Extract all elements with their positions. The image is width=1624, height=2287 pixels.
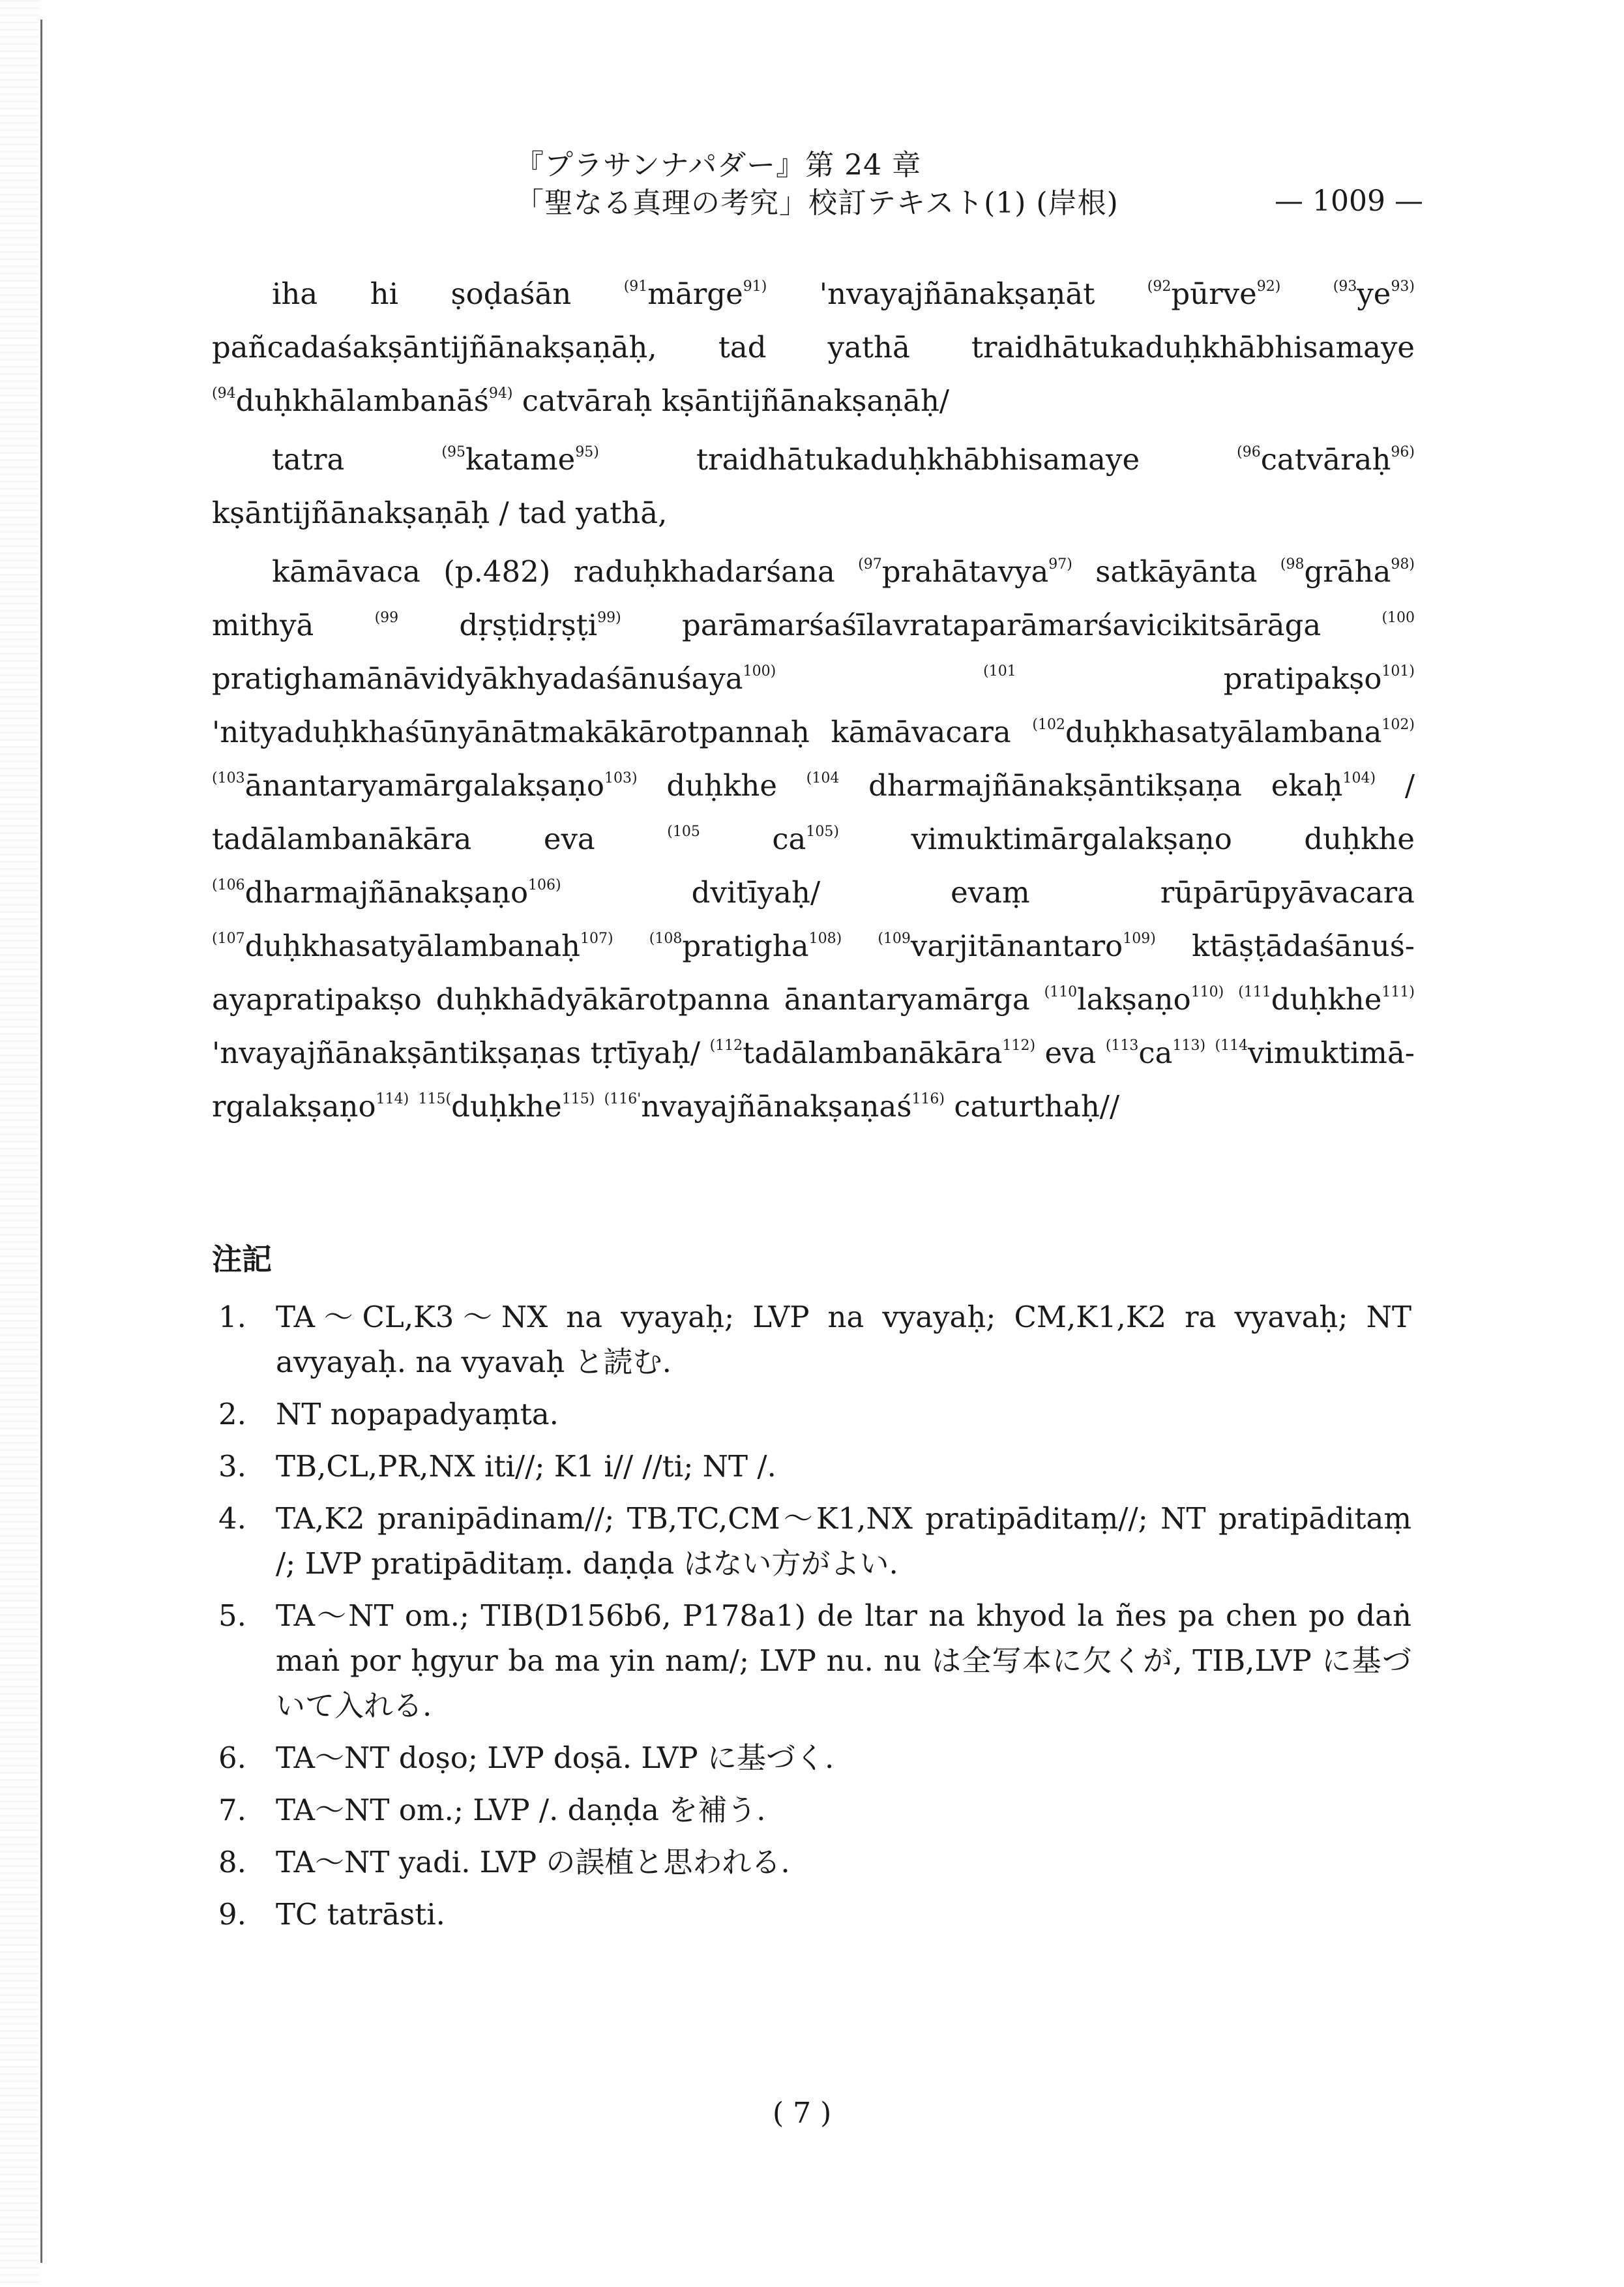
note-marker: (96 xyxy=(1237,444,1261,460)
note-marker: (103 xyxy=(212,770,245,786)
note-marker: 104) xyxy=(1342,770,1376,786)
text-run: grāha xyxy=(1304,554,1391,589)
note-marker: 91) xyxy=(743,278,767,295)
text-run: duḥkhasatyālambanaḥ xyxy=(244,929,581,963)
text-run: pratighamānāvidyākhyadaśānuśaya xyxy=(212,661,743,696)
note-item xyxy=(212,1444,1411,1489)
text-run: kāmāvaca (p.482) raduḥkhadarśana xyxy=(272,554,859,589)
note-marker: (99 xyxy=(374,610,399,626)
text-run: duḥkhe xyxy=(637,768,806,803)
text-paragraph xyxy=(212,545,1415,1133)
note-marker: 113) xyxy=(1172,1038,1206,1054)
note-marker: 115( xyxy=(418,1091,452,1107)
note-marker: (111 xyxy=(1238,984,1271,1000)
note-marker: (92 xyxy=(1147,278,1172,295)
text-run: mithyā xyxy=(212,608,375,642)
note-number: 5. xyxy=(218,1598,246,1633)
text-run: traidhātukaduḥkhābhisamaye xyxy=(598,442,1237,477)
text-run: duḥkhe xyxy=(1271,982,1382,1017)
note-marker: (97 xyxy=(858,556,882,573)
text-run xyxy=(595,1089,604,1124)
text-run xyxy=(1224,982,1238,1017)
text-run: parāmarśaśīlavrataparāmarśavicikitsārāga xyxy=(621,608,1382,642)
text-run: prahātavya xyxy=(881,554,1049,589)
note-marker: (102 xyxy=(1032,717,1065,733)
note-marker: (93 xyxy=(1333,278,1357,295)
note-marker: 93) xyxy=(1391,278,1415,295)
text-run: pañcadaśakṣāntijñānakṣaṇāḥ, tad yathā traidhātukaduḥkhābhisamaye xyxy=(212,330,1415,365)
text-run: duḥkhe xyxy=(451,1089,562,1124)
text-run: ānantaryamārgalakṣaṇo xyxy=(244,768,605,803)
note-marker: 103) xyxy=(604,770,638,786)
text-run: mārge xyxy=(647,277,743,311)
note-marker: 100) xyxy=(743,663,776,680)
note-marker: (98 xyxy=(1280,556,1305,573)
notes-heading: 注記 xyxy=(212,1242,272,1277)
note-marker: 102) xyxy=(1381,717,1415,733)
text-run: satkāyānta xyxy=(1072,554,1280,589)
note-number: 3. xyxy=(218,1449,246,1484)
note-number: 7. xyxy=(218,1793,246,1827)
note-marker: (113 xyxy=(1105,1038,1139,1054)
note-item xyxy=(212,1294,1411,1384)
note-marker: (108 xyxy=(649,931,683,947)
text-run: tatra xyxy=(272,442,442,477)
text-run xyxy=(776,661,983,696)
running-header xyxy=(515,147,1119,222)
note-marker: 105) xyxy=(806,824,839,840)
text-run: pratipakṣo xyxy=(1016,661,1382,696)
note-marker: (91 xyxy=(623,278,648,295)
note-number: 1. xyxy=(218,1300,246,1334)
text-run: kṣāntijñānakṣaṇāḥ / tad yathā, xyxy=(212,496,668,530)
footer-page-label: ( 7 ) xyxy=(773,2097,832,2130)
text-run: iha hi ṣoḍaśān xyxy=(272,277,624,311)
text-run: dṛṣṭidṛṣṭi xyxy=(398,608,598,642)
text-run xyxy=(409,1089,418,1124)
text-run: vimuktimārgalakṣaṇo duḥkhe xyxy=(838,822,1415,856)
note-marker: 107) xyxy=(580,931,613,947)
text-run: / tadālambanākāra eva xyxy=(212,768,1415,856)
text-run: tadālambanākāra xyxy=(743,1036,1003,1070)
note-marker: 116) xyxy=(911,1091,945,1107)
note-number: 8. xyxy=(218,1845,246,1879)
note-item xyxy=(212,1787,1411,1832)
note-marker: 99) xyxy=(597,610,621,626)
note-marker: 111) xyxy=(1381,984,1415,1000)
text-run: 'nvayajñānakṣaṇāt xyxy=(767,277,1147,311)
text-run: dvitīyaḥ/ evaṃ rūpārūpyāvacara xyxy=(561,875,1415,910)
note-marker: 98) xyxy=(1391,556,1415,573)
text-run: ca xyxy=(1138,1036,1173,1070)
text-run: eva xyxy=(1035,1036,1106,1070)
text-run: ca xyxy=(700,822,806,856)
note-marker: 114) xyxy=(376,1091,409,1107)
note-marker: 92) xyxy=(1256,278,1281,295)
note-marker: (105 xyxy=(667,824,700,840)
note-number: 9. xyxy=(218,1897,246,1932)
note-text: NT nopapadyaṃta. xyxy=(276,1397,559,1431)
note-text: TA〜NT doṣo; LVP doṣā. LVP に基づく. xyxy=(276,1741,834,1775)
note-marker: 94) xyxy=(488,385,513,402)
note-marker: 95) xyxy=(575,444,599,460)
note-text: TA〜NT om.; TIB(D156b6, P178a1) de ltar na khyod la ñes pa chen po daṅ maṅ por ḥgyur ba ma yin nam/; LVP nu. nu は全写本に欠くが, TIB,LVP に基づいて入れる. xyxy=(276,1598,1411,1723)
note-number: 4. xyxy=(218,1501,246,1536)
text-run: katame xyxy=(465,442,576,477)
note-marker: (109 xyxy=(878,931,911,947)
note-text: TC tatrāsti. xyxy=(276,1897,445,1932)
note-item xyxy=(212,1496,1411,1586)
note-text: TA〜CL,K3〜NX na vyayaḥ; LVP na vyayaḥ; CM,K1,K2 ra vyavaḥ; NT avyayaḥ. na vyavaḥ と読む. xyxy=(276,1300,1411,1379)
binding-line xyxy=(40,20,42,2263)
note-number: 2. xyxy=(218,1397,246,1431)
note-marker: (112 xyxy=(709,1038,743,1054)
text-paragraph xyxy=(212,267,1415,428)
text-run: vimuktimā-rgalakṣaṇo xyxy=(212,1036,1415,1124)
note-marker: (100 xyxy=(1381,610,1415,626)
sanskrit-text xyxy=(212,267,1415,1133)
text-run: pratigha xyxy=(682,929,809,963)
text-run xyxy=(1280,277,1333,311)
text-run: 'nvayajñānakṣāntikṣaṇas tṛtīyaḥ/ xyxy=(212,1036,710,1070)
note-marker: (114 xyxy=(1215,1038,1248,1054)
text-run: duḥkhālambanāś xyxy=(235,383,489,418)
note-item xyxy=(212,1840,1411,1885)
text-run: nvayajñānakṣaṇaś xyxy=(641,1089,912,1124)
note-marker: 112) xyxy=(1002,1038,1036,1054)
text-run: 'nityaduḥkhaśūnyānātmakākārotpannaḥ kāmāvacara xyxy=(212,715,1033,749)
note-marker: (95 xyxy=(441,444,465,460)
page-number: — 1009 — xyxy=(1275,185,1423,218)
note-marker: (101 xyxy=(983,663,1016,680)
text-run: pūrve xyxy=(1171,277,1257,311)
header-title-line1: 『プラサンナパダー』第 24 章 xyxy=(515,149,922,182)
note-marker: (94 xyxy=(212,385,236,402)
notes-list xyxy=(212,1294,1411,1944)
header-title-line2: 「聖なる真理の考究」校訂テキスト(1) (岸根) xyxy=(515,187,1119,220)
note-marker: 96) xyxy=(1391,444,1415,460)
note-item xyxy=(212,1392,1411,1437)
text-run xyxy=(613,929,649,963)
text-run: varjitānantaro xyxy=(910,929,1123,963)
note-marker: 97) xyxy=(1048,556,1072,573)
note-marker: (106 xyxy=(212,877,245,893)
note-marker: 101) xyxy=(1381,663,1415,680)
text-run xyxy=(842,929,878,963)
note-marker: 109) xyxy=(1123,931,1156,947)
text-run: caturthaḥ// xyxy=(945,1089,1120,1124)
note-item xyxy=(212,1593,1411,1728)
note-text: TA〜NT yadi. LVP の誤植と思われる. xyxy=(276,1845,790,1879)
text-run: ktāṣṭādaśānuś-ayapratipakṣo duḥkhādyākārotpanna ānantaryamārga xyxy=(212,929,1415,1017)
note-item xyxy=(212,1735,1411,1780)
note-number: 6. xyxy=(218,1741,246,1775)
scan-margin-noise xyxy=(0,0,39,2287)
text-run: duḥkhasatyālambana xyxy=(1065,715,1382,749)
note-marker: (110 xyxy=(1044,984,1078,1000)
text-run xyxy=(1205,1036,1215,1070)
note-marker: (107 xyxy=(212,931,245,947)
note-item xyxy=(212,1892,1411,1937)
text-run: catvāraḥ kṣāntijñānakṣaṇāḥ/ xyxy=(512,383,950,418)
note-text: TB,CL,PR,NX iti//; K1 i// //ti; NT /. xyxy=(276,1449,776,1484)
text-run: dharmajñānakṣāntikṣaṇa ekaḥ xyxy=(839,768,1343,803)
note-text: TA〜NT om.; LVP /. daṇḍa を補う. xyxy=(276,1793,766,1827)
note-marker: 106) xyxy=(528,877,561,893)
text-paragraph xyxy=(212,433,1415,540)
note-marker: 108) xyxy=(808,931,842,947)
note-text: TA,K2 pranipādinam//; TB,TC,CM〜K1,NX pratipāditaṃ//; NT pratipāditaṃ /; LVP pratipāditaṃ. daṇḍa はない方がよい. xyxy=(276,1501,1411,1581)
note-marker: (104 xyxy=(806,770,840,786)
note-marker: 110) xyxy=(1190,984,1224,1000)
text-run: catvāraḥ xyxy=(1260,442,1391,477)
text-run: dharmajñānakṣaṇo xyxy=(244,875,529,910)
note-marker: 115) xyxy=(561,1091,595,1107)
text-run: ye xyxy=(1357,277,1391,311)
text-run: lakṣaṇo xyxy=(1077,982,1191,1017)
note-marker: (116' xyxy=(604,1091,642,1107)
